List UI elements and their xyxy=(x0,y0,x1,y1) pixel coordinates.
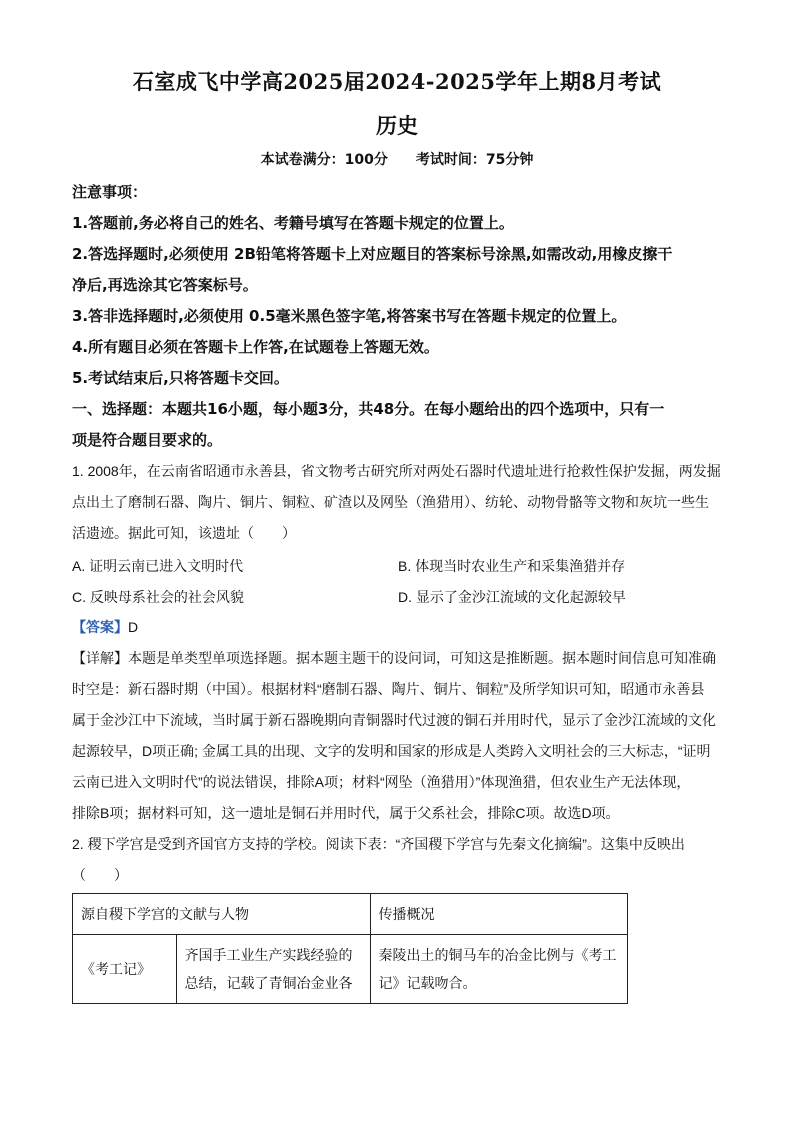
option-b: B. 体现当时农业生产和采集渔猎并存 xyxy=(398,558,626,574)
table-cell-desc: 齐国手工业生产实践经验的总结，记载了青铜冶金业各 xyxy=(176,935,370,1004)
time-info: 考试时间：75分钟 xyxy=(415,152,534,168)
note-item: 4.所有题目必须在答题卡上作答,在试题卷上答题无效。 xyxy=(72,338,439,356)
detail-line: 时空是：新石器时期（中国）。根据材料“磨制石器、陶片、铜片、铜粒”及所学知识可知，昭通市永善县 xyxy=(72,681,705,697)
section-heading-cont: 项是符合题目要求的。 xyxy=(72,431,223,449)
question-1-line: 点出土了磨制石器、陶片、铜片、铜粒、矿渣以及网坠（渔猎用）、纺轮、动物骨骼等文物和灰坑一些生 xyxy=(72,494,709,510)
note-item: 2.答选择题时,必须使用 2B铅笔将答题卡上对应题目的答案标号涂黑,如需改动,用橡皮擦干 xyxy=(72,245,673,263)
question-2-line: 2. 稷下学宫是受到齐国官方支持的学校。阅读下表：“齐国稷下学宫与先秦文化摘编”。这集中反映出 xyxy=(72,836,685,852)
question-1-line: 1. 2008年，在云南省昭通市永善县，省文物考古研究所对两处石器时代遗址进行抢救性保护发掘，两发掘 xyxy=(72,463,721,479)
score-info: 本试卷满分：100分 xyxy=(260,152,388,168)
note-item: 1.答题前,务必将自己的姓名、考籍号填写在答题卡规定的位置上。 xyxy=(72,214,514,232)
exam-info xyxy=(0,149,794,169)
option-d: D. 显示了金沙江流域的文化起源较早 xyxy=(398,589,626,605)
answer-value: D xyxy=(128,619,139,635)
detail-line: 起源较早，D项正确; 金属工具的出现、文字的发明和国家的形成是人类跨入文明社会的三大标志，“证明 xyxy=(72,743,711,759)
question-1-line: 活遗迹。据此可知，该遗址（ ） xyxy=(72,525,296,541)
q2-table xyxy=(72,893,628,1004)
notes-heading: 注意事项： xyxy=(72,183,148,201)
answer-line xyxy=(72,612,728,643)
table-row xyxy=(73,894,628,935)
detail-line: 云南已进入文明时代”的说法错误，排除A项；材料“网坠（渔猎用）”体现渔猎，但农业生产无法体现， xyxy=(72,774,691,790)
table-cell-spread: 秦陵出土的铜马车的冶金比例与《考工记》记载吻合。 xyxy=(370,935,627,1004)
question-2-line: （ ） xyxy=(72,867,128,883)
table-cell-name: 《考工记》 xyxy=(73,935,177,1004)
option-c: C. 反映母系社会的社会风貌 xyxy=(72,589,244,605)
detail-line: 属于金沙江中下流域，当时属于新石器晚期向青铜器时代过渡的铜石并用时代，显示了金沙江流域的文化 xyxy=(72,712,716,728)
detail-line: 【详解】本题是单类型单项选择题。据本题主题干的设问词，可知这是推断题。据本题时间信息可知准确 xyxy=(72,650,716,666)
note-item: 5.考试结束后,只将答题卡交回。 xyxy=(72,369,289,387)
note-item: 3.答非选择题时,必须使用 0.5毫米黑色签字笔,将答案书写在答题卡规定的位置上。 xyxy=(72,307,627,325)
table-header-left: 源自稷下学宫的文献与人物 xyxy=(73,894,371,935)
option-a: A. 证明云南已进入文明时代 xyxy=(72,558,244,574)
detail-line: 排除B项；据材料可知，这一遗址是铜石并用时代，属于父系社会，排除C项。故选D项。 xyxy=(72,805,620,821)
subject-title: 历史 xyxy=(376,113,418,138)
table-header-right: 传播概况 xyxy=(370,894,627,935)
answer-tag: 【答案】 xyxy=(72,619,128,635)
note-item: 净后,再选涂其它答案标号。 xyxy=(72,276,258,294)
exam-title: 石室成飞中学高2025届2024-2025学年上期8月考试 xyxy=(132,69,662,94)
table-row xyxy=(73,935,628,1004)
section-heading: 一、选择题：本题共16小题，每小题3分，共48分。在每小题给出的四个选项中，只有一 xyxy=(72,400,665,418)
